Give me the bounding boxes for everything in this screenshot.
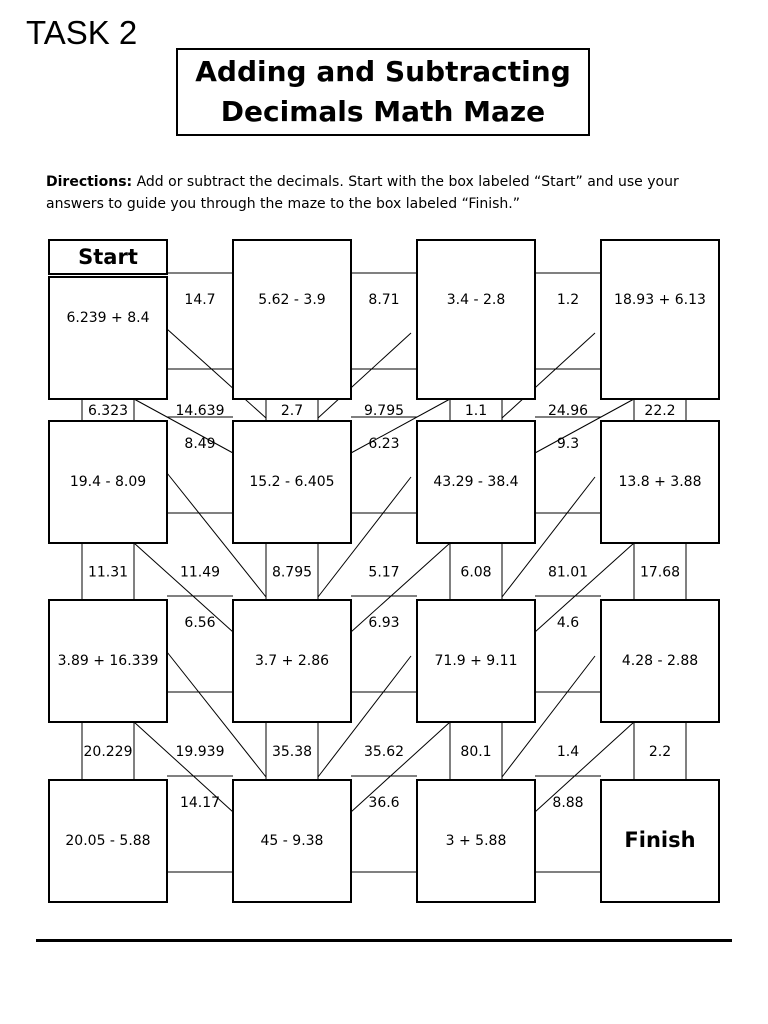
problem-text: 43.29 - 38.4 bbox=[433, 474, 519, 490]
maze-box bbox=[233, 240, 351, 399]
v-answer: 35.38 bbox=[271, 744, 313, 760]
diag-answer: 1.4 bbox=[556, 744, 580, 760]
v-answer: 11.31 bbox=[87, 564, 129, 581]
maze-box bbox=[601, 240, 719, 399]
h-answer: 36.6 bbox=[368, 795, 400, 811]
v-answer: 17.68 bbox=[639, 564, 681, 581]
h-answer: 8.88 bbox=[552, 795, 584, 811]
v-answer: 2.7 bbox=[280, 403, 304, 419]
problem-text: 18.93 + 6.13 bbox=[614, 292, 706, 308]
problem-text: 5.62 - 3.9 bbox=[258, 292, 326, 308]
h-answer: 8.71 bbox=[368, 292, 400, 308]
h-answer: 4.6 bbox=[556, 615, 580, 631]
h-answer: 14.7 bbox=[184, 292, 216, 308]
h-answer: 1.2 bbox=[556, 292, 580, 308]
diag-answer: 35.62 bbox=[363, 744, 405, 760]
problem-text: 20.05 - 5.88 bbox=[65, 833, 151, 849]
problem-text: 15.2 - 6.405 bbox=[249, 474, 335, 490]
v-answer: 20.229 bbox=[83, 744, 133, 760]
v-answer: 1.1 bbox=[464, 403, 488, 419]
h-answer: 6.23 bbox=[368, 436, 400, 452]
v-answer: 6.08 bbox=[460, 564, 492, 581]
directions-text: Add or subtract the decimals. Start with the box labeled “Start” and use your answers to guide you through the maze to the box labeled “Finish.” bbox=[46, 174, 679, 212]
h-answer: 8.49 bbox=[184, 436, 216, 452]
title-line-2: Decimals Math Maze bbox=[220, 95, 546, 128]
problem-text: 19.4 - 8.09 bbox=[69, 474, 147, 490]
v-answer: 80.1 bbox=[460, 744, 492, 760]
diag-answer: 11.49 bbox=[179, 564, 221, 581]
problem-text: 45 - 9.38 bbox=[260, 833, 324, 849]
diag-answer: 14.639 bbox=[175, 403, 225, 419]
h-answer: 6.93 bbox=[368, 615, 400, 631]
diag-answer: 5.17 bbox=[368, 564, 400, 581]
finish-label: Finish bbox=[624, 828, 696, 852]
diag-answer: 9.795 bbox=[363, 403, 405, 419]
h-answer: 14.17 bbox=[179, 795, 221, 811]
v-answer: 6.323 bbox=[87, 403, 129, 419]
diag-answer: 81.01 bbox=[547, 564, 589, 581]
title-line-1: Adding and Subtracting bbox=[195, 55, 571, 88]
problem-text: 3.4 - 2.8 bbox=[446, 292, 506, 308]
problem-text: 3.7 + 2.86 bbox=[254, 653, 330, 669]
v-answer: 8.795 bbox=[271, 564, 313, 581]
v-answer: 22.2 bbox=[644, 403, 676, 419]
v-answer: 2.2 bbox=[648, 744, 672, 760]
diag-answer: 24.96 bbox=[547, 403, 589, 419]
problem-text: 4.28 - 2.88 bbox=[621, 653, 699, 669]
problem-text: 3 + 5.88 bbox=[445, 833, 507, 849]
problem-text: 6.239 + 8.4 bbox=[66, 310, 150, 326]
h-answer: 6.56 bbox=[184, 615, 216, 631]
h-answer: 9.3 bbox=[556, 436, 580, 452]
problem-text: 13.8 + 3.88 bbox=[618, 474, 702, 490]
maze-box bbox=[49, 277, 167, 399]
bottom-rule bbox=[36, 939, 732, 942]
problem-text: 3.89 + 16.339 bbox=[57, 653, 159, 669]
start-label: Start bbox=[78, 245, 138, 269]
task-label: TASK 2 bbox=[26, 14, 138, 51]
directions-label: Directions: bbox=[46, 174, 133, 190]
diag-answer: 19.939 bbox=[175, 744, 225, 760]
problem-text: 71.9 + 9.11 bbox=[434, 653, 518, 669]
maze-box bbox=[417, 240, 535, 399]
